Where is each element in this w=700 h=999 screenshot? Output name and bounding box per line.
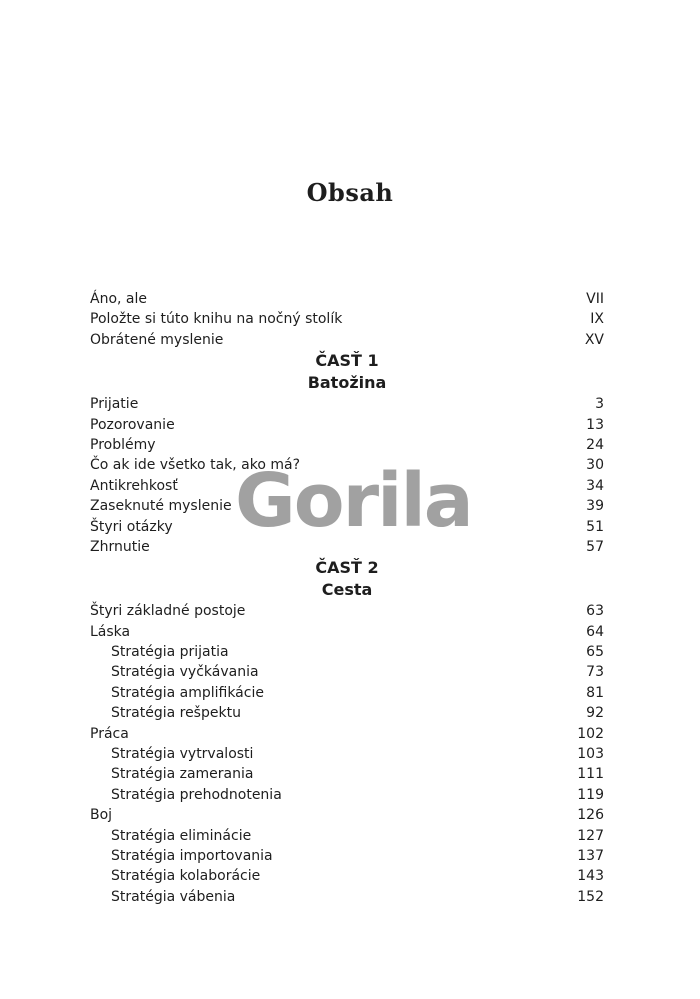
toc-entry-page: 57 xyxy=(586,538,604,555)
toc-entry-title: Stratégia prijatia xyxy=(111,644,229,661)
toc-entry-title: Stratégia vytrvalosti xyxy=(111,746,254,763)
toc-entry[interactable] xyxy=(90,724,604,744)
toc-entry[interactable] xyxy=(90,622,604,642)
toc-entry-title: Boj xyxy=(90,807,113,824)
toc-entry[interactable] xyxy=(90,517,604,537)
toc-entry-title: Položte si túto knihu na nočný stolík xyxy=(90,311,343,328)
toc-entry-page: 92 xyxy=(586,705,604,722)
toc-entry-page: 119 xyxy=(577,786,604,803)
toc-entry-page: 81 xyxy=(586,684,604,701)
toc-entry-page: IX xyxy=(590,311,604,328)
toc-entry-title: Antikrehkosť xyxy=(90,477,178,494)
watermark-logo: Gorila xyxy=(235,458,472,544)
toc-entry-title: Pozorovanie xyxy=(90,416,175,433)
toc-entry-title: Práca xyxy=(90,725,129,742)
toc-subentry[interactable] xyxy=(90,764,604,784)
toc-entry-page: 30 xyxy=(586,457,604,474)
toc-entry-page: 137 xyxy=(577,847,604,864)
toc-entry-title: Stratégia importovania xyxy=(111,847,273,864)
toc-entry-page: 111 xyxy=(577,766,604,783)
toc-entry-title: Štyri základné postoje xyxy=(90,603,246,620)
toc-entry-page: 39 xyxy=(586,498,604,515)
toc-subentry[interactable] xyxy=(90,846,604,866)
toc-entry-page: VII xyxy=(586,291,604,307)
toc-entry-page: 126 xyxy=(577,807,604,824)
toc-entry-title: Čo ak ide všetko tak, ako má? xyxy=(90,457,300,474)
toc-entry-page: 73 xyxy=(586,664,604,681)
toc-entry-title: Stratégia vábenia xyxy=(111,888,236,905)
toc-entry-title: Prijatie xyxy=(90,396,139,413)
toc-entry-page: 103 xyxy=(577,746,604,763)
toc-entry-title: Štyri otázky xyxy=(90,518,173,535)
part-name: Cesta xyxy=(321,580,373,600)
toc-subentry[interactable] xyxy=(90,642,604,662)
toc-entry-page: 3 xyxy=(595,396,604,413)
toc-entry-page: 34 xyxy=(586,477,604,494)
toc-entry-title: Stratégia zamerania xyxy=(111,766,254,783)
toc-entry-title: Problémy xyxy=(90,436,156,453)
toc-entry-page: 64 xyxy=(586,623,604,640)
toc-entry-title: Láska xyxy=(90,623,131,640)
part-name: Batožina xyxy=(307,373,387,393)
toc-entry-title: Áno, ale xyxy=(90,291,147,307)
toc-entry[interactable] xyxy=(90,415,604,435)
toc-subentry[interactable] xyxy=(90,662,604,682)
toc-entry[interactable] xyxy=(90,476,604,496)
toc-entry-title: Obrátené myslenie xyxy=(90,331,224,348)
toc-entry-page: 143 xyxy=(577,868,604,885)
toc-entry[interactable] xyxy=(90,289,604,309)
toc-entry-title: Stratégia amplifikácie xyxy=(111,684,264,701)
page-title: Obsah xyxy=(306,178,394,207)
toc-entry-page: 13 xyxy=(586,416,604,433)
toc-entry-title: Stratégia vyčkávania xyxy=(111,664,259,681)
part-label: ČASŤ 2 xyxy=(315,558,379,578)
toc-subentry[interactable] xyxy=(90,866,604,886)
toc-subentry[interactable] xyxy=(90,826,604,846)
toc-entry[interactable] xyxy=(90,435,604,455)
table-of-contents xyxy=(90,289,604,907)
toc-entry[interactable] xyxy=(90,805,604,825)
toc-entry[interactable] xyxy=(90,330,604,350)
toc-subentry[interactable] xyxy=(90,703,604,723)
toc-entry-title: Zhrnutie xyxy=(90,538,150,555)
toc-entry-page: 102 xyxy=(577,725,604,742)
toc-entry-title: Stratégia rešpektu xyxy=(111,705,241,722)
toc-subentry[interactable] xyxy=(90,744,604,764)
toc-entry-title: Stratégia prehodnotenia xyxy=(111,786,282,803)
toc-entry[interactable] xyxy=(90,455,604,475)
toc-entry[interactable] xyxy=(90,601,604,621)
toc-entry[interactable] xyxy=(90,537,604,557)
toc-entry-page: 51 xyxy=(586,518,604,535)
toc-entry-page: 24 xyxy=(586,436,604,453)
toc-subentry[interactable] xyxy=(90,683,604,703)
toc-entry-page: 63 xyxy=(586,603,604,620)
toc-entry-page: 127 xyxy=(577,827,604,844)
toc-entry-title: Stratégia kolaborácie xyxy=(111,868,261,885)
toc-entry-title: Stratégia eliminácie xyxy=(111,827,252,844)
toc-entry-title: Zaseknuté myslenie xyxy=(90,498,232,515)
toc-entry[interactable] xyxy=(90,394,604,414)
toc-subentry[interactable] xyxy=(90,887,604,907)
toc-entry[interactable] xyxy=(90,496,604,516)
toc-subentry[interactable] xyxy=(90,785,604,805)
toc-entry-page: 152 xyxy=(577,888,604,905)
toc-entry-page: XV xyxy=(584,331,604,348)
toc-entry[interactable] xyxy=(90,309,604,329)
part-label: ČASŤ 1 xyxy=(315,351,379,371)
toc-entry-page: 65 xyxy=(586,644,604,661)
